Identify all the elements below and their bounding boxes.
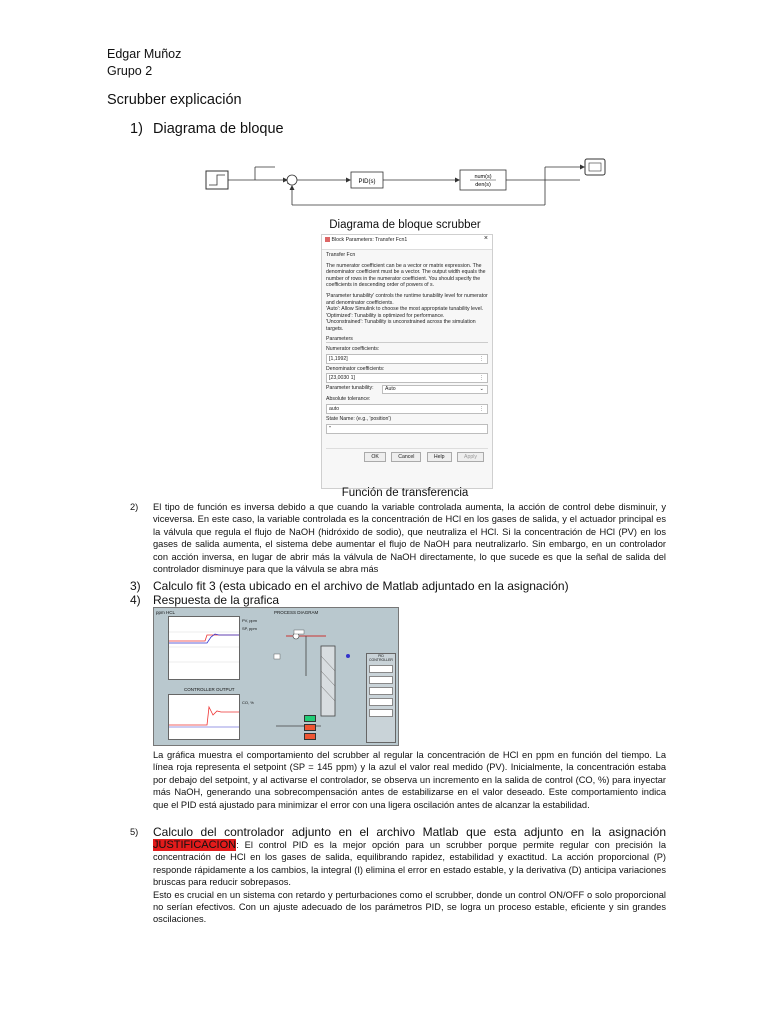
state-name-label: State Name: (e.g., 'position') (326, 415, 392, 422)
close-icon[interactable]: × (483, 235, 488, 242)
tf-denominator: den(s) (475, 182, 491, 188)
numerator-field[interactable]: [1,1992] ⋮ (326, 354, 488, 364)
pump-button-1[interactable] (304, 715, 316, 722)
pid-panel-title: PID CONTROLLER (369, 654, 393, 662)
help-button[interactable]: Help (427, 452, 452, 462)
tunability-select[interactable]: Auto ⌄ (382, 385, 488, 394)
trend-title: ppm HCL (156, 610, 176, 615)
abs-tol-field[interactable]: auto ⋮ (326, 404, 488, 414)
section-5-marker: 5) (130, 827, 139, 837)
pid-label: PID(s) (358, 179, 376, 185)
dialog-description-3: 'Auto': Allow Simulink to choose the most appropriate tunability level. (326, 306, 484, 313)
section-3-marker: 3) (130, 579, 141, 593)
setpoint-line (169, 635, 239, 641)
section-5-body (153, 825, 666, 926)
dialog-description-1: The numerator coefficient can be a vector or matrix expression. The denominator coefficient must be a vector. The output width equals the number of rows in the numerator coefficient. You should specify the coefficients in descending order of powers of s. (326, 262, 486, 289)
pump-button-2[interactable] (304, 724, 316, 731)
author-name: Edgar Muñoz (107, 47, 182, 61)
block-parameters-dialog (321, 234, 493, 489)
sp-label: SP, ppm (242, 626, 257, 631)
hcl-trend-plot (169, 617, 239, 679)
ok-button[interactable]: OK (364, 452, 386, 462)
graph-explanation: La gráfica muestra el comportamiento del scrubber al regular la concentración de HCl en ppm en función del tiempo. La línea roja representa el setpoint (SP = 145 ppm) y la azul el valor real medido (PV). Inicialmente, la concentración estaba por debajo del setpoint, y al activarse el controlador, se observa un incremento en la salida de control (CO, %) para inyectar más NaOH, generando una sobrecompensación antes de estabilizarse en el valor deseado. Este comportamiento indica que el PID está ajustado para minimizar el error con una ligera oscilación antes de alcanzar la estabilidad. (153, 750, 666, 810)
document-title: Scrubber explicación (107, 92, 242, 108)
tunability-row (326, 385, 488, 394)
block-diagram-caption: Diagrama de bloque scrubber (329, 219, 481, 231)
scrubber-column (321, 646, 335, 716)
section-5-para-1: JUSTIFICACION: El control PID es la mejor opción para un scrubber porque permite regular con precisión la concentración de HCl en los gases de salida, equilibrando rapidez, estabilidad y exactitud. La acción proporcional (P) responde rápidamente a los cambios, la integral (I) elimina el error en estado estable, y la derivativa (D) anticipa variaciones bruscas para reducir sobrepasos. (153, 839, 666, 888)
dialog-description-2: 'Parameter tunability' controls the runtime tunability level for numerator and denominator coefficients. (326, 292, 488, 306)
section-2-marker: 2) (130, 502, 139, 512)
dialog-caption: Función de transferencia (341, 487, 469, 499)
section-4-marker: 4) (130, 593, 141, 607)
dialog-icon (325, 237, 330, 242)
state-name-field[interactable]: '' (326, 424, 488, 434)
dialog-description-4: 'Optimized': Tunability is optimized for performance. (326, 312, 445, 319)
co-trend-plot (169, 695, 239, 739)
output-title: CONTROLLER OUTPUT (184, 687, 235, 692)
controller-output-panel (168, 694, 240, 740)
group-name: Grupo 2 (107, 64, 153, 78)
section-1-marker: 1) (130, 121, 143, 137)
denominator-label: Denominator coefficients: (326, 365, 385, 372)
section-3-text: Calculo fit 3 (esta ubicado en el archivo de Matlab adjuntado en la asignación) (153, 579, 569, 593)
section-4-text: Respuesta de la grafica (153, 593, 280, 607)
section-1-title: Diagrama de bloque (153, 121, 284, 137)
section-5-lead: Calculo del controlador adjunto en el archivo Matlab que esta adjunto en la asignación (153, 825, 666, 839)
process-title: PROCESS DIAGRAM (274, 610, 319, 615)
chevron-down-icon: ⌄ (479, 386, 484, 393)
svg-text:-: - (287, 181, 289, 187)
hmi-screenshot (153, 607, 399, 746)
hcl-trend-panel (168, 616, 240, 680)
dialog-title: Block Parameters: Transfer Fcn1 (331, 237, 408, 243)
cancel-button[interactable]: Cancel (391, 452, 421, 462)
pump-button-3[interactable] (304, 733, 316, 740)
section-2-text: El tipo de función es inversa debido a que cuando la variable controlada aumenta, la acción de control debe disminuir, y viceversa. En este caso, la variable controlada es la concentración de HCl en los gases de salida, y el actuador principal es la válvula que regula el flujo de NaOH (hidróxido de sodio), que neutraliza el HCl. Si la concentración de HCl (PV) en los gases de salida aumenta, el sistema debe aumentar el flujo de NaOH para neutralizarlo. Sin embargo, en un controlador con acción inversa, en lugar de abrir más la válvula de NaOH directamente, lo que sucede es que la señal de salida del controlador disminuye para que la válvula se abra más (153, 502, 666, 575)
apply-button[interactable]: Apply (457, 452, 484, 462)
pid-controller-panel (366, 653, 396, 743)
pv-line (169, 634, 239, 643)
process-diagram (266, 616, 370, 742)
abs-tol-label: Absolute tolerance: (326, 396, 371, 403)
block-type: Transfer Fcn (326, 252, 356, 258)
co-label: CO, % (242, 700, 254, 705)
tf-numerator: num(s) (474, 174, 492, 180)
justificacion-highlight: JUSTIFICACION (153, 839, 237, 851)
tunability-label: Parameter tunability: (326, 385, 374, 392)
numerator-label: Numerator coefficients: (326, 346, 380, 353)
parameters-header: Parameters (326, 336, 488, 344)
dialog-description-5: 'Unconstrained': Tunability is unconstrained across the simulation targets. (326, 319, 476, 332)
block-diagram (200, 155, 610, 210)
section-5-para-2: Esto es crucial en un sistema con retardo y perturbaciones como el scrubber, donde un control ON/OFF o solo proporcional no serían efectivos. Con un ajuste adecuado de los parámetros PID, se logra un proceso estable, eficiente y sin grandes oscilaciones. (153, 889, 666, 925)
denominator-field[interactable]: [23,0030 1] ⋮ (326, 373, 488, 383)
pv-label: PV, ppm (242, 618, 257, 623)
